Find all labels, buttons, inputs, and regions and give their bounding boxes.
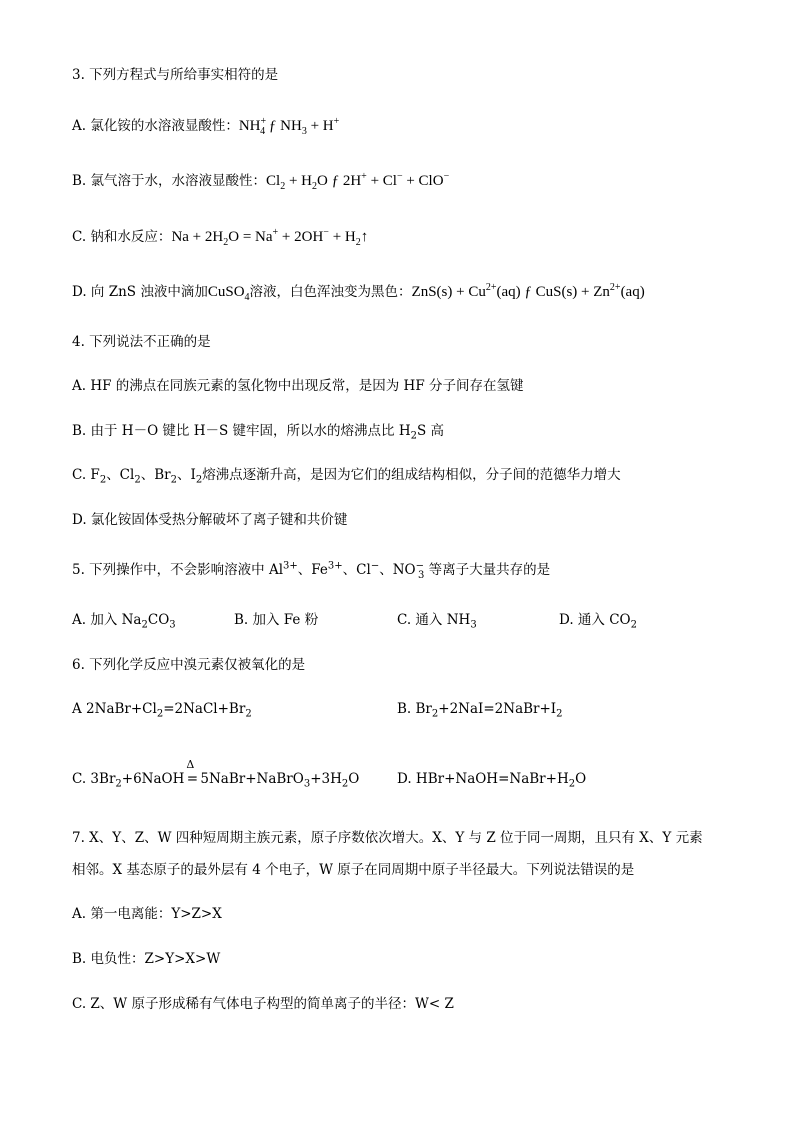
q7-option-a: A. 第一电离能：Y>Z>X xyxy=(72,906,222,922)
q3-option-d xyxy=(72,283,645,301)
q7-option-b: B. 电负性：Z>Y>X>W xyxy=(72,951,221,967)
heat-condition: Δ = xyxy=(186,758,199,787)
q7-option-c: C. Z、W 原子形成稀有气体电子构型的简单离子的半径：W< Z xyxy=(72,996,454,1012)
q4-stem: 4. 下列说法不正确的是 xyxy=(72,334,211,350)
q3-b-label: B. 氯气溶于水，水溶液显酸性： xyxy=(72,173,267,189)
q4-option-c: C. $F_2$、$Cl_2$、$Br_2$、$I_2$熔沸点逐渐升高，是因为它们的组成结构相似，分子间的范德华力增大 xyxy=(72,467,621,486)
q4-option-a: A. HF 的沸点在同族元素的氢化物中出现反常，是因为 HF 分子间存在氢键 xyxy=(72,378,524,394)
q3-d-label-b: 溶液，白色浑浊变为黑色： xyxy=(249,284,412,300)
q7-stem-line1: 7. X、Y、Z、W 四种短周期主族元素，原子序数依次增大。X、Y 与 Z 位于同一周期，且只有 X、Y 元素 xyxy=(72,830,703,846)
q3-d-equation: $ZnS(s) + Cu^{2+}(aq)$ ƒ $CuS(s) + Zn^{2+}(aq)$ xyxy=(411,282,645,300)
q3-stem: 3. 下列方程式与所给事实相符的是 xyxy=(72,67,279,83)
up-arrow-icon: ↑ xyxy=(360,229,369,245)
q5-option-c: C. 通入 $NH_3$ xyxy=(397,612,477,631)
q3-option-b xyxy=(72,172,449,190)
q6-option-d: D. $HBr+NaOH=NaBr+H_2O$ xyxy=(397,771,587,790)
q6-option-c: C. $3Br_2+6NaOH$ Δ = $5NaBr+NaBrO_3+3H_2O$ xyxy=(72,758,360,790)
q3-d-cuso4: CuSO$_4$ xyxy=(207,284,250,303)
q3-a-equation: $NH^+_4$ ƒ $NH_3 + H^+$ xyxy=(238,116,340,137)
q4-option-d: D. 氯化铵固体受热分解破坏了离子键和共价键 xyxy=(72,512,348,528)
delta-symbol: Δ xyxy=(186,758,195,771)
q5-option-d: D. 通入 $CO_2$ xyxy=(559,612,637,631)
q7-stem-line2: 相邻。X 基态原子的最外层有 4 个电子，W 原子在同周期中原子半径最大。下列说法错误的是 xyxy=(72,862,635,878)
q6-option-b: B. $Br_2+2NaI=2NaBr+I_2$ xyxy=(397,701,563,720)
q6-stem: 6. 下列化学反应中溴元素仅被氧化的是 xyxy=(72,657,306,673)
q3-option-c xyxy=(72,228,368,246)
q3-b-equation: $Cl_2 + H_2O$ ƒ 2H+ + Cl− + ClO− xyxy=(266,171,450,192)
q3-c-label: C. 钠和水反应： xyxy=(72,229,172,245)
q4-option-b: B. 由于 H－O 键比 H－S 键牢固，所以水的熔沸点比 $H_2S$ 高 xyxy=(72,423,445,442)
q5-option-a: A. 加入 $Na_2CO_3$ xyxy=(72,612,176,631)
q3-d-label-a: D. 向 ZnS 浊液中滴加 xyxy=(72,284,208,300)
q3-c-equation: $Na + 2H_2O = Na^+ + 2OH^-$ + $H_2↑$ xyxy=(171,227,369,248)
q3-a-label: A. 氯化铵的水溶液显酸性： xyxy=(72,118,239,134)
q6-option-a: A $2NaBr+Cl_2=2NaCl+Br_2$ xyxy=(72,701,252,720)
q5-option-b: B. 加入 Fe 粉 xyxy=(234,612,319,628)
q3-option-a xyxy=(72,117,339,135)
q5-stem: 5. 下列操作中，不会影响溶液中 $Al^{3+}$、$Fe^{3+}$、Cl−、$NO^-_3$ 等离子大量共存的是 xyxy=(72,560,551,581)
